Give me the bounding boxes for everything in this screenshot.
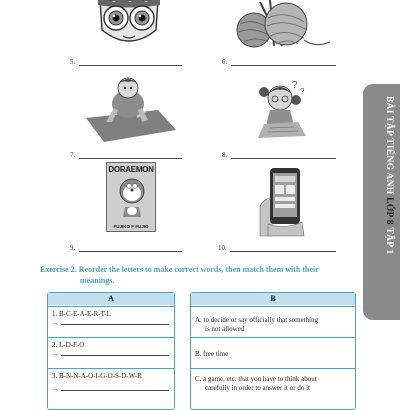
arrow-icon: → (52, 350, 59, 358)
exercise-heading (40, 264, 365, 286)
answer-line-6[interactable] (222, 58, 336, 70)
question-number: 6. (222, 58, 228, 66)
girl-puzzle-illustration (250, 76, 314, 140)
sidebar-volume: TẬP 1 (384, 227, 394, 255)
answer-line-5[interactable] (70, 58, 182, 70)
answer-line-9[interactable] (70, 244, 182, 256)
question-number: 7. (70, 151, 76, 159)
comic-title: DORAEMON (108, 165, 154, 174)
table-row (48, 337, 174, 368)
yarn-balls-illustration (230, 0, 335, 52)
arrow-icon: → (52, 319, 59, 327)
question-number: 5. (70, 58, 76, 66)
meaning-text-cont: is not allowed (205, 325, 245, 333)
question-number: 10. (218, 244, 227, 252)
exercise-instruction-line1: Reorder the letters to make correct words, then match them with their (78, 265, 319, 274)
table-row (191, 306, 355, 337)
smartphone-hand-illustration (258, 166, 310, 238)
exercise-label: Exercise 2. (40, 265, 77, 274)
sidebar-label (368, 96, 394, 314)
table-row (48, 368, 174, 408)
scrambled-word: 1. B-C-E-A-E-R-T-L (52, 310, 111, 318)
meaning-text: B. free time (195, 350, 229, 358)
question-number: 9. (70, 244, 76, 252)
comic-book-cover (106, 162, 156, 232)
scrambled-word: 2. L-D-F-O (52, 341, 85, 349)
arrow-icon: → (52, 385, 59, 393)
answer-line-7[interactable] (70, 151, 182, 163)
sidebar-grade: LỚP 8 (384, 197, 394, 225)
answer-field[interactable] (52, 319, 170, 328)
exercise-instruction-line2: meanings. (80, 276, 115, 285)
comic-author: FUJIKO F FUJIO (113, 224, 149, 229)
answer-line-10[interactable] (218, 244, 336, 256)
sidebar-book-title: BÀI TẬP TIẾNG ANH (384, 96, 394, 195)
answer-field[interactable] (52, 350, 170, 359)
cartoon-face-illustration (94, 0, 164, 48)
table-a-header: A (48, 293, 174, 305)
table-row (191, 368, 355, 408)
doraemon-character-icon (115, 177, 149, 217)
meaning-text-cont: carefully in order to answer it or do it (205, 384, 310, 392)
answer-field[interactable] (52, 385, 170, 394)
answer-line-8[interactable] (222, 151, 336, 163)
boy-origami-illustration (86, 74, 176, 144)
table-row (48, 306, 174, 337)
table-a (47, 292, 175, 410)
scrambled-word: 3. B-N-N-A-O-I-G-O-S-D-W-R (52, 372, 142, 380)
meaning-text: A. to decide or say officially that something (195, 316, 319, 324)
table-row (191, 337, 355, 368)
table-b (190, 292, 356, 410)
question-number: 8. (222, 151, 228, 159)
meaning-text: C. a game, etc. that you have to think about (195, 375, 317, 383)
table-b-header: B (191, 293, 355, 305)
svg-text:?: ? (292, 80, 298, 91)
svg-text:?: ? (300, 87, 305, 96)
